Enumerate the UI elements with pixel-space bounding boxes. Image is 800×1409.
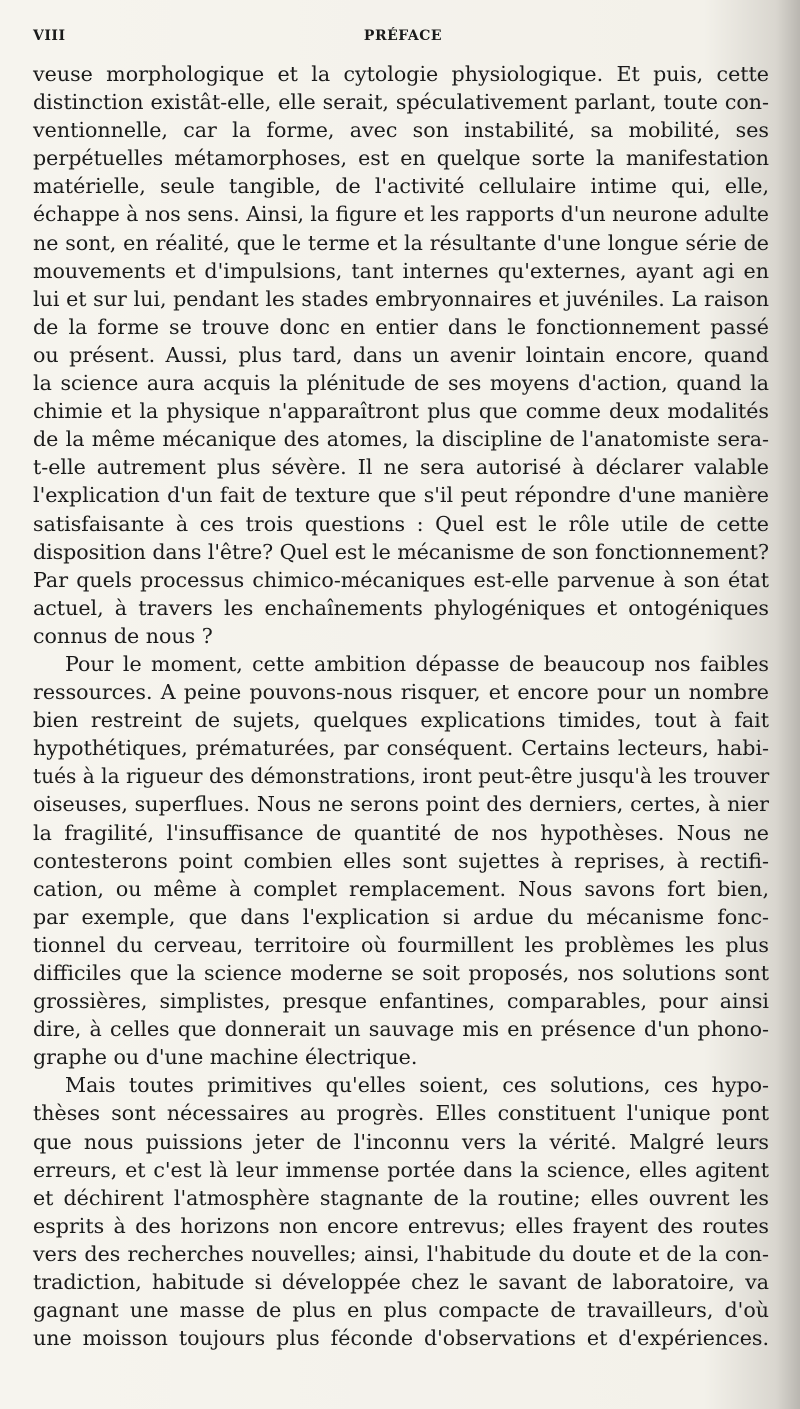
text-line: oiseuses, superflues. Nous ne serons point des derniers, certes, à nier: [33, 792, 769, 817]
text-line: ou présent. Aussi, plus tard, dans un avenir lointain encore, quand: [33, 342, 769, 367]
text-line: perpétuelles métamorphoses, est en quelque sorte la manifestation: [33, 146, 769, 171]
text-line: graphe ou d'une machine électrique.: [33, 1045, 418, 1070]
text-line: tionnel du cerveau, territoire où fourmillent les problèmes les plus: [33, 932, 769, 957]
text-line: Mais toutes primitives qu'elles soient, ces solutions, ces hypo-: [65, 1073, 769, 1098]
text-line: distinction existât-elle, elle serait, spéculativement parlant, toute con-: [33, 90, 769, 115]
text-line: connus de nous ?: [33, 623, 213, 648]
text-line: une moisson toujours plus féconde d'observations et d'expériences.: [33, 1326, 769, 1351]
text-line: par exemple, que dans l'explication si ardue du mécanisme fonc-: [33, 904, 769, 929]
page-header: [33, 28, 773, 50]
text-line: et déchirent l'atmosphère stagnante de la routine; elles ouvrent les: [33, 1185, 769, 1210]
page-number: VIII: [33, 28, 66, 44]
text-line: la science aura acquis la plénitude de ses moyens d'action, quand la: [33, 371, 769, 396]
text-line: bien restreint de sujets, quelques explications timides, tout à fait: [33, 708, 769, 733]
body-text: [33, 60, 769, 1352]
text-line: chimie et la physique n'apparaîtront plus que comme deux modalités: [33, 399, 769, 424]
text-line: vers des recherches nouvelles; ainsi, l'habitude du doute et de la con-: [33, 1241, 769, 1266]
text-line: erreurs, et c'est là leur immense portée dans la science, elles agitent: [33, 1157, 769, 1182]
text-line: de la même mécanique des atomes, la discipline de l'anatomiste sera-: [33, 427, 769, 452]
text-line: veuse morphologique et la cytologie physiologique. Et puis, cette: [33, 62, 769, 86]
text-line: Par quels processus chimico-mécaniques est-elle parvenue à son état: [33, 567, 769, 592]
text-line: thèses sont nécessaires au progrès. Elles constituent l'unique pont: [33, 1101, 769, 1126]
text-line: t-elle autrement plus sévère. Il ne sera autorisé à déclarer valable: [33, 455, 769, 480]
text-line: ventionnelle, car la forme, avec son instabilité, sa mobilité, ses: [33, 118, 769, 143]
text-line: l'explication d'un fait de texture que s'il peut répondre d'une manière: [33, 483, 769, 508]
text-line: tradiction, habitude si développée chez le savant de laboratoire, va: [33, 1270, 769, 1295]
text-line: de la forme se trouve donc en entier dans le fonctionnement passé: [33, 314, 769, 339]
text-line: ressources. A peine pouvons-nous risquer, et encore pour un nombre: [33, 680, 769, 705]
text-line: satisfaisante à ces trois questions : Quel est le rôle utile de cette: [33, 511, 769, 536]
text-line: difficiles que la science moderne se soit proposés, nos solutions sont: [33, 961, 769, 985]
text-line: gagnant une masse de plus en plus compacte de travailleurs, d'où: [33, 1298, 769, 1323]
text-line: que nous puissions jeter de l'inconnu vers la vérité. Malgré leurs: [33, 1129, 769, 1154]
text-line: esprits à des horizons non encore entrevus; elles frayent des routes: [33, 1213, 769, 1238]
text-line: lui et sur lui, pendant les stades embryonnaires et juvéniles. La raison: [33, 286, 769, 311]
text-line: hypothétiques, prématurées, par conséquent. Certains lecteurs, habi-: [33, 736, 769, 761]
text-line: Pour le moment, cette ambition dépasse de beaucoup nos faibles: [65, 651, 769, 676]
text-line: la fragilité, l'insuffisance de quantité de nos hypothèses. Nous ne: [33, 820, 769, 845]
text-line: disposition dans l'être? Quel est le mécanisme de son fonctionnement?: [33, 539, 769, 564]
text-line: contesterons point combien elles sont sujettes à reprises, à rectifi-: [33, 848, 769, 873]
text-line: ne sont, en réalité, que le terme et la résultante d'une longue série de: [33, 230, 769, 255]
text-line: actuel, à travers les enchaînements phylogéniques et ontogéniques: [33, 595, 769, 620]
text-line: grossières, simplistes, presque enfantines, comparables, pour ainsi: [33, 989, 769, 1014]
text-line: tués à la rigueur des démonstrations, iront peut-être jusqu'à les trouver: [33, 764, 770, 789]
text-line: cation, ou même à complet remplacement. Nous savons fort bien,: [33, 876, 769, 901]
text-line: dire, à celles que donnerait un sauvage mis en présence d'un phono-: [33, 1017, 769, 1042]
text-line: matérielle, seule tangible, de l'activité cellulaire intime qui, elle,: [33, 174, 769, 199]
running-title: PRÉFACE: [363, 28, 443, 44]
text-line: mouvements et d'impulsions, tant internes qu'externes, ayant agi en: [33, 258, 769, 283]
text-line: échappe à nos sens. Ainsi, la figure et les rapports d'un neurone adulte: [33, 202, 769, 227]
